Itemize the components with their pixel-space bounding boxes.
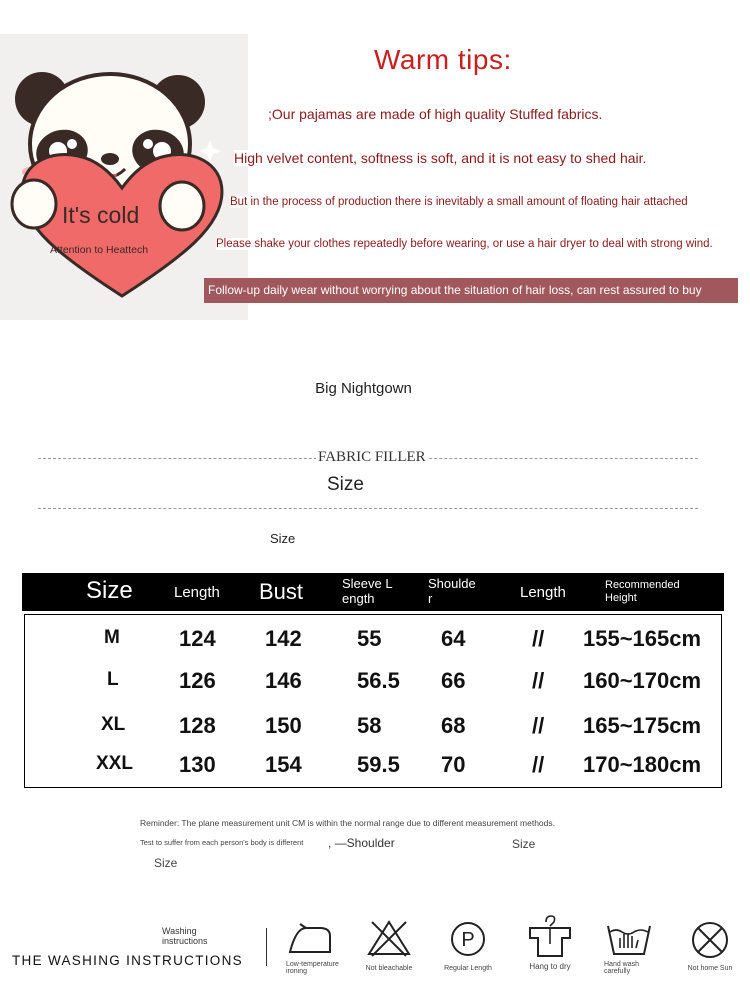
row-xl-height: 165~175cm — [583, 713, 702, 738]
row-l-length: 126 — [179, 668, 216, 693]
tip-line-1: ;Our pajamas are made of high quality Stuffed fabrics. — [268, 106, 603, 122]
row-m-sleeve: 55 — [357, 626, 382, 651]
tip-line-2: High velvet content, softness is soft, and it is not easy to shed hair. — [234, 150, 647, 166]
washing-small-title: Washing instructions — [162, 926, 208, 946]
row-xl-sleeve: 58 — [357, 713, 382, 738]
iron-caption: Low-temperature ironing — [286, 961, 339, 975]
size-subheading: Size — [270, 531, 296, 546]
row-l-size: L — [107, 669, 119, 690]
row-xxl-height: 170~180cm — [583, 752, 702, 777]
hand-wash-caption: Hand wash carefully — [604, 961, 640, 975]
row-l-shoulder: 66 — [441, 668, 466, 693]
size-label-left: Size — [154, 856, 178, 870]
dry-clean-p-icon — [444, 920, 492, 958]
row-xxl-shoulder: 70 — [441, 752, 466, 777]
row-m-height: 155~165cm — [583, 626, 702, 651]
fabric-filler-label: FABRIC FILLER — [318, 449, 426, 465]
washing-title: THE WASHING INSTRUCTIONS — [12, 953, 243, 968]
header-length: Length — [174, 584, 220, 601]
row-m-length: 124 — [179, 626, 216, 651]
row-xxl-size: XXL — [96, 753, 133, 774]
header-size: Size — [86, 577, 133, 604]
row-m-length-2: // — [532, 626, 545, 651]
shoulder-label: , —Shoulder — [328, 836, 395, 850]
row-xl-length-2: // — [532, 713, 545, 738]
hang-dry-icon-group — [526, 914, 574, 970]
dashed-divider-bottom — [38, 508, 698, 509]
tip-line-5-highlight: Follow-up daily wear without worrying about the situation of hair loss, can rest assured to buy — [204, 278, 738, 303]
row-l-bust: 146 — [265, 668, 302, 693]
row-xl-shoulder: 68 — [441, 713, 466, 738]
row-l-sleeve: 56.5 — [357, 668, 400, 693]
dry-clean-caption: Regular Length — [444, 965, 492, 972]
dry-clean-icon-group — [444, 920, 492, 972]
row-m-bust: 142 — [265, 626, 302, 651]
product-name: Big Nightgown — [315, 380, 412, 397]
header-recommended-height: Recommended Height — [605, 579, 680, 604]
row-xxl-length: 130 — [179, 752, 216, 777]
iron-icon-group — [286, 922, 339, 975]
size-heading: Size — [327, 474, 364, 495]
row-l-length-2: // — [532, 668, 545, 693]
tip-line-3: But in the process of production there is inevitably a small amount of floating hair attached — [230, 196, 688, 208]
hand-wash-icon-group — [604, 920, 654, 975]
washing-divider — [266, 928, 267, 966]
hang-dry-icon — [526, 914, 574, 958]
row-xl-length: 128 — [179, 713, 216, 738]
row-xxl-bust: 154 — [265, 752, 302, 777]
header-sleeve-length: Sleeve L ength — [342, 576, 393, 606]
warm-tips-title: Warm tips: — [374, 44, 512, 75]
no-sun-caption: Not home Sun — [687, 965, 733, 972]
size-table-body — [24, 614, 722, 788]
header-length-2: Length — [520, 584, 566, 601]
reminder-note: Reminder: The plane measurement unit CM is within the normal range due to different measurement methods. — [140, 818, 555, 828]
no-bleach-icon — [364, 918, 414, 958]
no-bleach-caption: Not bleachable — [365, 965, 413, 972]
size-table-header — [22, 573, 724, 611]
row-xl-bust: 150 — [265, 713, 302, 738]
size-label-right: Size — [512, 837, 536, 851]
row-l-height: 160~170cm — [583, 668, 702, 693]
no-bleach-icon-group — [364, 918, 414, 972]
hand-wash-icon — [604, 920, 654, 956]
row-xl-size: XL — [101, 714, 126, 735]
panda-heart-subtext: Attention to Heattech — [50, 244, 149, 256]
tip-line-4: Please shake your clothes repeatedly before wearing, or use a hair dryer to deal with strong wind. — [216, 238, 713, 250]
no-sun-icon-group — [684, 920, 736, 972]
header-shoulder: Shoulde r — [428, 576, 476, 606]
panda-heart-text: It's cold — [62, 202, 140, 228]
row-m-shoulder: 64 — [441, 626, 466, 651]
svg-text:P: P — [461, 929, 475, 951]
row-m-size: M — [104, 627, 120, 648]
row-xxl-length-2: // — [532, 752, 545, 777]
header-bust: Bust — [259, 579, 304, 604]
no-sun-icon — [684, 920, 736, 960]
iron-icon — [286, 922, 334, 956]
row-xxl-sleeve: 59.5 — [357, 752, 400, 777]
hang-dry-caption: Hang to dry — [529, 962, 571, 971]
test-note: Test to suffer from each person's body is different — [140, 838, 304, 847]
